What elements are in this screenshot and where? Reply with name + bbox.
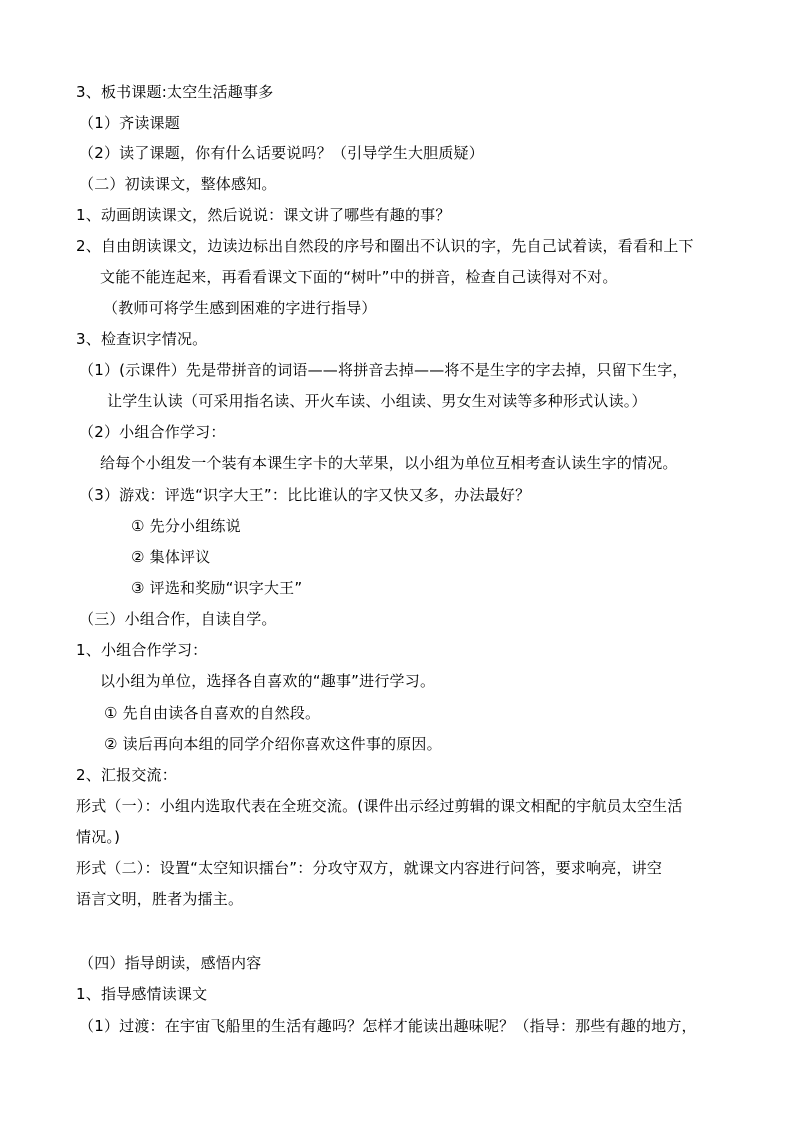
text-line: 情况。) — [76, 828, 121, 846]
text-line: 文能不能连起来，再看看课文下面的“树叶”中的拼音，检查自己读得对不对。 — [100, 268, 618, 286]
section-heading: （二）初读课文，整体感知。 — [79, 175, 277, 193]
list-item: ② 读后再向本组的同学介绍你喜欢这件事的原因。 — [104, 735, 442, 753]
text-line: 形式（二）：设置“太空知识擂台”：分攻守双方，就课文内容进行问答，要求响亮，讲空 — [76, 859, 663, 877]
text-line: （1）(示课件）先是带拼音的词语——将拼音去掉——将不是生字的字去掉，只留下生字， — [79, 361, 688, 379]
text-line: 1、动画朗读课文，然后说说：课文讲了哪些有趣的事？ — [76, 206, 451, 224]
text-line: 给每个小组发一个装有本课生字卡的大苹果，以小组为单位互相考查认读生字的情况。 — [100, 454, 678, 472]
text-line: 3、板书课题:太空生活趣事多 — [76, 83, 274, 101]
text-line: （2）小组合作学习： — [79, 423, 226, 441]
text-line: 形式（一）：小组内选取代表在全班交流。(课件出示经过剪辑的课文相配的宇航员太空生活 — [76, 797, 683, 815]
list-item: ① 先自由读各自喜欢的自然段。 — [104, 704, 321, 722]
list-item: ② 集体评议 — [131, 548, 211, 566]
text-line: 1、指导感情读课文 — [76, 985, 208, 1003]
list-item: ③ 评选和奖励“识字大王” — [131, 579, 303, 597]
text-line: 语言文明，胜者为擂主。 — [76, 890, 244, 908]
text-line: 2、汇报交流： — [76, 766, 177, 784]
section-heading: （四）指导朗读，感悟内容 — [79, 954, 262, 972]
text-line: 让学生认读（可采用指名读、开火车读、小组读、男女生对读等多种形式认读。） — [107, 392, 647, 410]
list-item: ① 先分小组练说 — [131, 517, 241, 535]
text-line: （3）游戏：评选“识字大王”：比比谁认的字又快又多，办法最好？ — [79, 486, 531, 504]
text-line: 3、检查识字情况。 — [76, 330, 208, 348]
text-line: （教师可将学生感到困难的字进行指导） — [103, 299, 377, 317]
section-heading: （三）小组合作，自读自学。 — [79, 610, 277, 628]
text-line: 2、自由朗读课文，边读边标出自然段的序号和圈出不认识的字，先自己试着读，看看和上下 — [76, 237, 694, 255]
text-line: （1）过渡：在宇宙飞船里的生活有趣吗？怎样才能读出趣味呢？（指导：那些有趣的地方， — [79, 1017, 697, 1035]
text-line: 以小组为单位，选择各自喜欢的“趣事”进行学习。 — [100, 672, 436, 690]
text-line: （2）读了课题，你有什么话要说吗？（引导学生大胆质疑） — [79, 144, 484, 162]
text-line: 1、小组合作学习： — [76, 641, 208, 659]
text-line: （1）齐读课题 — [79, 114, 180, 132]
